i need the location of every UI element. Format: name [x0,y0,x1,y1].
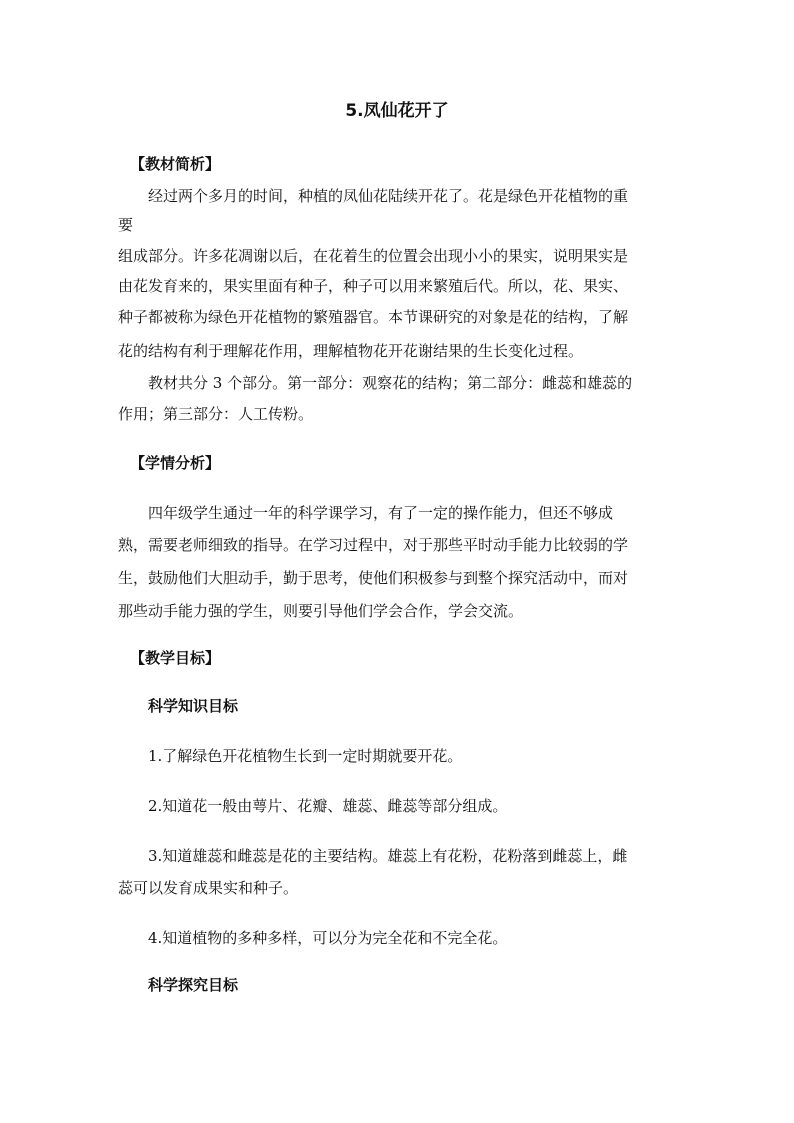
paragraph-line: 作用；第三部分：人工传粉。 [118,405,314,423]
paragraph-line: 四年级学生通过一年的科学课学习，有了一定的操作能力，但还不够成 [148,504,614,522]
paragraph-line: 那些动手能力强的学生，则要引导他们学会合作，学会交流。 [118,602,524,620]
paragraph-line: 花的结构有利于理解花作用，理解植物花开花谢结果的生长变化过程。 [118,342,584,360]
paragraph-line: 要 [118,216,134,234]
list-item: 1.了解绿色开花植物生长到一定时期就要开花。 [148,747,463,765]
paragraph-line: 熟，需要老师细致的指导。在学习过程中，对于那些平时动手能力比较弱的学 [118,536,629,554]
section-heading-student-analysis: 【学情分析】 [130,454,221,472]
paragraph-line: 生，鼓励他们大胆动手，勤于思考，使他们积极参与到整个探究活动中，而对 [118,569,629,587]
paragraph-line: 种子都被称为绿色开花植物的繁殖器官。本节课研究的对象是花的结构，了解 [118,308,629,326]
section-heading-textbook-analysis: 【教材简析】 [130,155,221,173]
list-item-continuation: 蕊可以发育成果实和种子。 [118,879,299,897]
section-heading-teaching-goals: 【教学目标】 [130,649,221,667]
list-item: 3.知道雄蕊和雌蕊是花的主要结构。雄蕊上有花粉，花粉落到雌蕊上，雌 [148,847,628,865]
subheading-knowledge-goals: 科学知识目标 [148,697,239,715]
page-title: 5.凤仙花开了 [345,101,449,121]
paragraph-line: 经过两个多月的时间，种植的凤仙花陆续开花了。花是绿色开花植物的重 [148,187,629,205]
paragraph-line: 教材共分 3 个部分。第一部分：观察花的结构；第二部分：雌蕊和雄蕊的 [148,374,633,392]
subheading-inquiry-goals: 科学探究目标 [148,976,239,994]
paragraph-line: 组成部分。许多花凋谢以后，在花着生的位置会出现小小的果实，说明果实是 [118,247,629,265]
list-item: 4.知道植物的多种多样，可以分为完全花和不完全花。 [148,929,508,947]
list-item: 2.知道花一般由萼片、花瓣、雄蕊、雌蕊等部分组成。 [148,797,508,815]
paragraph-line: 由花发育来的，果实里面有种子，种子可以用来繁殖后代。所以，花、果实、 [118,277,629,295]
